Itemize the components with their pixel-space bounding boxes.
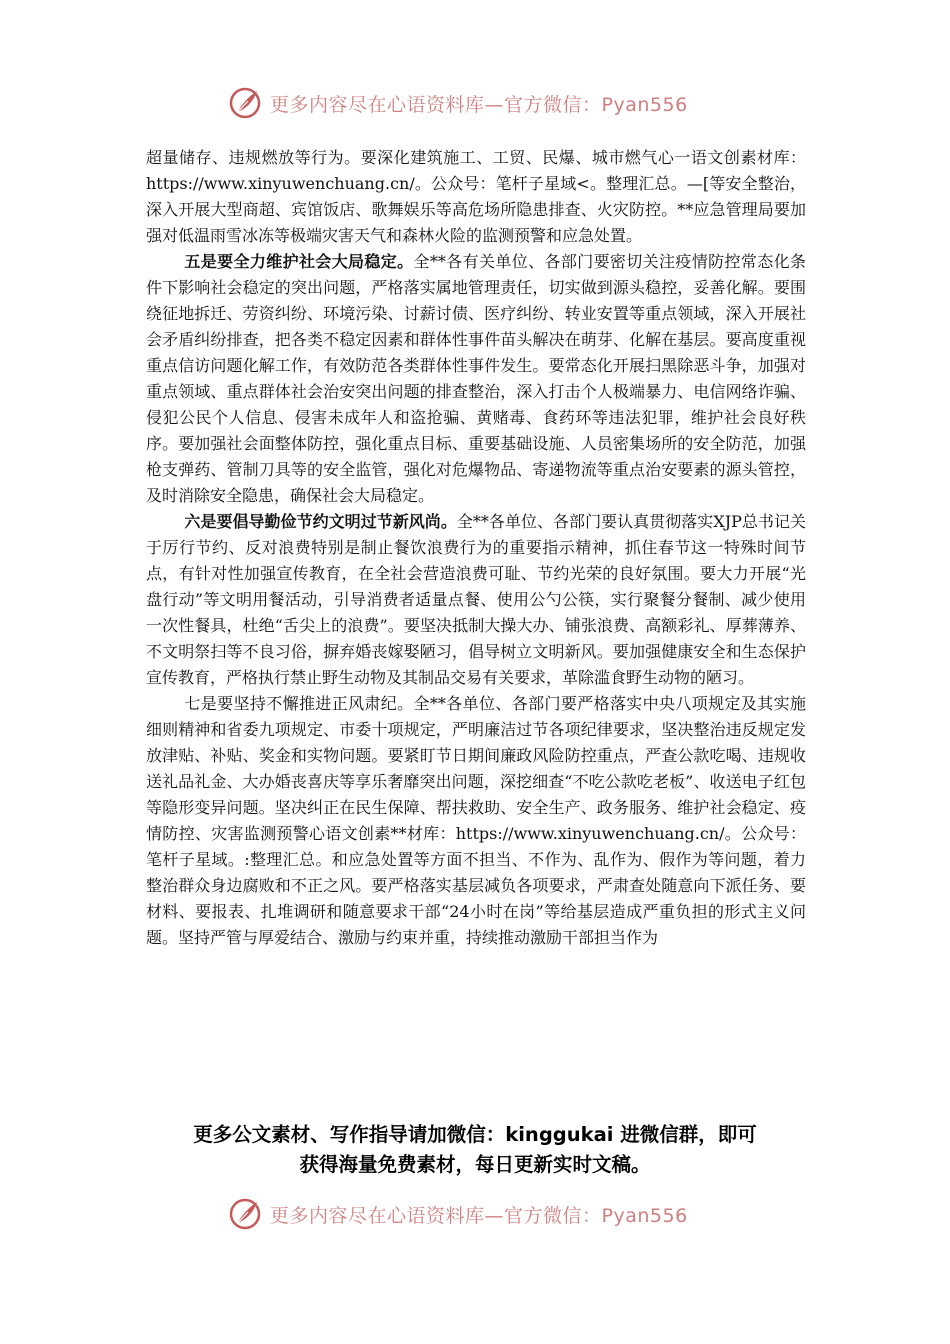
paragraph-heading: 六是要倡导勤俭节约文明过节新风尚。 bbox=[184, 512, 457, 531]
promo-line: 更多公文素材、写作指导请加微信：kinggukai 进微信群，即可 bbox=[193, 1123, 757, 1146]
paragraph bbox=[146, 509, 806, 691]
paragraph bbox=[146, 145, 806, 249]
paragraph-body: 超量储存、违规燃放等行为。要深化建筑施工、工贸、民爆、城市燃气心一语文创素材库：https://www.xinyuwenchuang.cn/。公众号：笔杆子星域<。整理汇总。—[等安全整治，深入开展大型商超、宾馆饭店、歌舞娱乐等高危场所隐患排查、火灾防控。**应急管理局要加强对低温雨雪冰冻等极端灾害天气和森林火险的监测预警和应急处置。 bbox=[146, 148, 806, 245]
promo-note bbox=[140, 1120, 810, 1180]
feather-pen-logo-icon bbox=[228, 86, 262, 120]
paragraph-heading: 五是要全力维护社会大局稳定。 bbox=[184, 252, 414, 271]
paragraph bbox=[146, 691, 806, 951]
paragraph bbox=[146, 249, 806, 509]
promo-line: 获得海量免费素材，每日更新实时文稿。 bbox=[299, 1153, 651, 1176]
feather-pen-logo-icon bbox=[228, 1197, 262, 1231]
header-banner bbox=[228, 83, 688, 123]
header-banner-text: 更多内容尽在心语资料库—官方微信：Pyan556 bbox=[270, 93, 688, 116]
paragraph-body: 七是要坚持不懈推进正风肃纪。全**各单位、各部门要严格落实中央八项规定及其实施细则精神和省委九项规定、市委十项规定，严明廉洁过节各项纪律要求，坚决整治违反规定发放津贴、补贴、奖金和实物问题。要紧盯节日期间廉政风险防控重点，严查公款吃喝、违规收送礼品礼金、大办婚丧喜庆等享乐奢靡突出问题，深挖细查“不吃公款吃老板”、收送电子红包等隐形变异问题。坚决纠正在民生保障、帮扶救助、安全生产、政务服务、维护社会稳定、疫情防控、灾害监测预警心语文创素**材库：https://www.xinyuwenchuang.cn/。公众号：笔杆子星域。:整理汇总。和应急处置等方面不担当、不作为、乱作为、假作为等问题，着力整治群众身边腐败和不正之风。要严格落实基层减负各项要求，严肃查处随意向下派任务、要材料、要报表、扎堆调研和随意要求干部“24小时在岗”等给基层造成严重负担的形式主义问题。坚持严管与厚爱结合、激励与约束并重，持续推动激励干部担当作为 bbox=[146, 694, 806, 947]
document-body bbox=[146, 145, 806, 951]
footer-banner-text: 更多内容尽在心语资料库—官方微信：Pyan556 bbox=[270, 1204, 688, 1227]
paragraph-body: 全**各单位、各部门要认真贯彻落实XJP总书记关于厉行节约、反对浪费特别是制止餐饮浪费行为的重要指示精神，抓住春节这一特殊时间节点，有针对性加强宣传教育，在全社会营造浪费可耻、节约光荣的良好氛围。要大力开展“光盘行动”等文明用餐活动，引导消费者适量点餐、使用公勺公筷，实行聚餐分餐制、减少使用一次性餐具，杜绝“舌尖上的浪费”。要坚决抵制大操大办、铺张浪费、高额彩礼、厚葬薄养、不文明祭扫等不良习俗，摒弃婚丧嫁娶陋习，倡导树立文明新风。要加强健康安全和生态保护宣传教育，严格执行禁止野生动物及其制品交易有关要求，革除滥食野生动物的陋习。 bbox=[146, 512, 806, 687]
footer-banner bbox=[228, 1194, 688, 1234]
paragraph-body: 全**各有关单位、各部门要密切关注疫情防控常态化条件下影响社会稳定的突出问题，严格落实属地管理责任，切实做到源头稳控，妥善化解。要围绕征地拆迁、劳资纠纷、环境污染、讨薪讨债、医疗纠纷、转业安置等重点领域，深入开展社会矛盾纠纷排查，把各类不稳定因素和群体性事件苗头解决在萌芽、化解在基层。要高度重视重点信访问题化解工作，有效防范各类群体性事件发生。要常态化开展扫黑除恶斗争，加强对重点领域、重点群体社会治安突出问题的排查整治，深入打击个人极端暴力、电信网络诈骗、侵犯公民个人信息、侵害未成年人和盗抢骗、黄赌毒、食药环等违法犯罪，维护社会良好秩序。要加强社会面整体防控，强化重点目标、重要基础设施、人员密集场所的安全防范，加强枪支弹药、管制刀具等的安全监管，强化对危爆物品、寄递物流等重点治安要素的源头管控，及时消除安全隐患，确保社会大局稳定。 bbox=[146, 252, 806, 505]
